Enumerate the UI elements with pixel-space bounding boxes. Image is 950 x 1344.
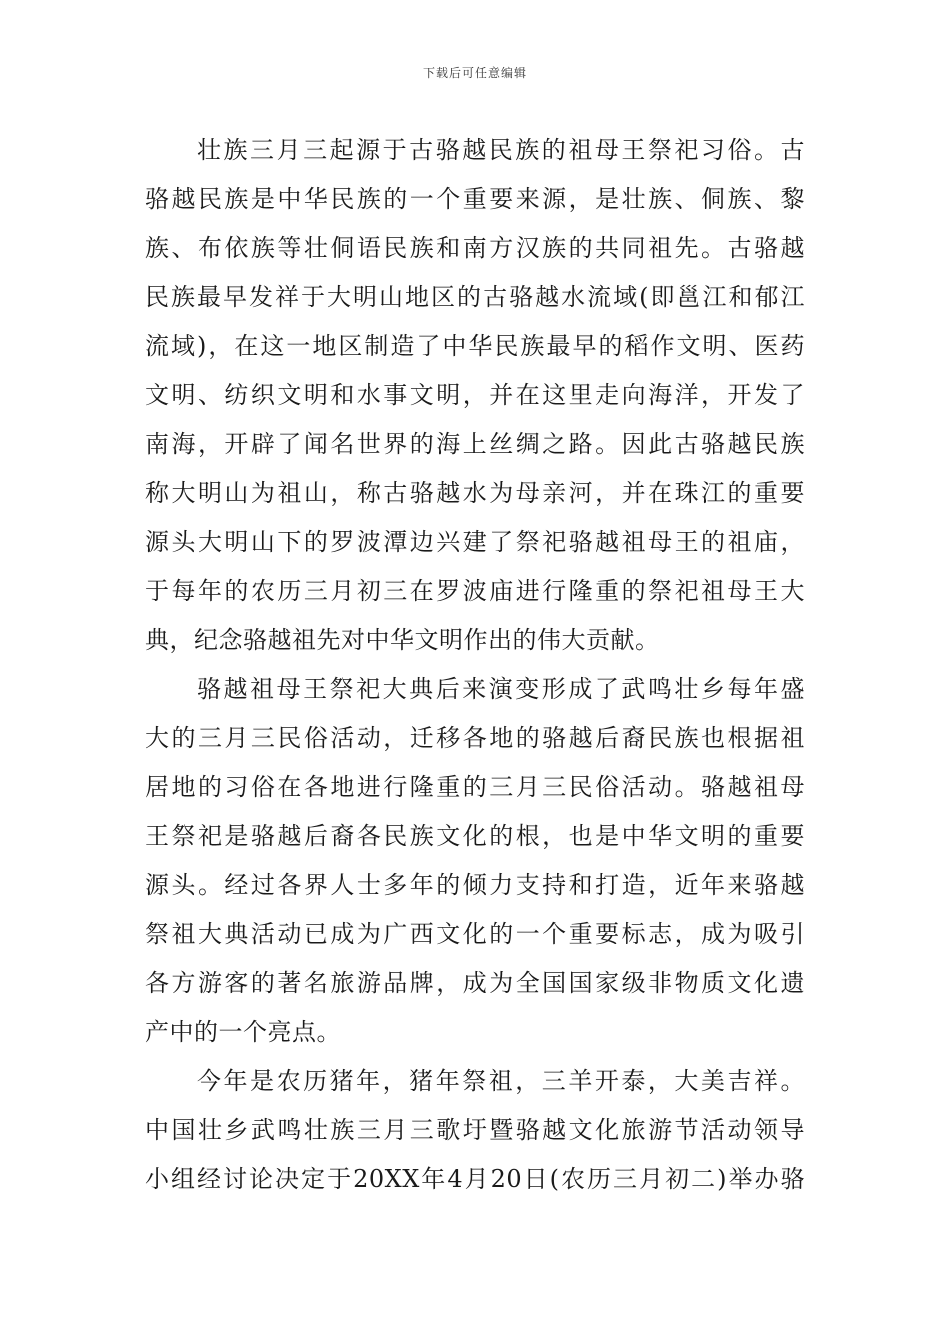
paragraph-line: 壮族三月三起源于古骆越民族的祖母王祭祀习俗。古 <box>197 136 805 164</box>
paragraph-line: 典，纪念骆越祖先对中华文明作出的伟大贡献。 <box>145 626 660 654</box>
paragraph-line: 祭祖大典活动已成为广西文化的一个重要标志，成为吸引 <box>145 920 805 948</box>
page-header: 下载后可任意编辑 <box>422 66 527 80</box>
paragraph-1 <box>145 126 805 665</box>
paragraph-line: 文明、纺织文明和水事文明，并在这里走向海洋，开发了 <box>145 381 805 409</box>
paragraph-line: 居地的习俗在各地进行隆重的三月三民俗活动。骆越祖母 <box>145 773 805 801</box>
paragraph-3 <box>145 1057 805 1204</box>
paragraph-line: 各方游客的著名旅游品牌，成为全国国家级非物质文化遗 <box>145 969 805 997</box>
paragraph-line: 骆越民族是中华民族的一个重要来源，是壮族、侗族、黎 <box>145 185 805 213</box>
paragraph-line: 流域)，在这一地区制造了中华民族最早的稻作文明、医药 <box>145 332 805 360</box>
paragraph-2 <box>145 665 805 1057</box>
paragraph-line: 于每年的农历三月初三在罗波庙进行隆重的祭祀祖母王大 <box>145 577 805 605</box>
paragraph-line: 骆越祖母王祭祀大典后来演变形成了武鸣壮乡每年盛 <box>197 675 805 703</box>
paragraph-line: 中国壮乡武鸣壮族三月三歌圩暨骆越文化旅游节活动领导 <box>145 1116 805 1144</box>
paragraph-line: 小组经讨论决定于20XX年4月20日(农历三月初二)举办骆 <box>145 1165 805 1193</box>
paragraph-line: 民族最早发祥于大明山地区的古骆越水流域(即邕江和郁江 <box>145 283 805 311</box>
paragraph-line: 王祭祀是骆越后裔各民族文化的根，也是中华文明的重要 <box>145 822 805 850</box>
paragraph-line: 源头。经过各界人士多年的倾力支持和打造，近年来骆越 <box>145 871 805 899</box>
paragraph-line: 今年是农历猪年，猪年祭祖，三羊开泰，大美吉祥。 <box>197 1067 805 1095</box>
paragraph-line: 产中的一个亮点。 <box>145 1018 341 1046</box>
paragraph-line: 称大明山为祖山，称古骆越水为母亲河，并在珠江的重要 <box>145 479 805 507</box>
paragraph-line: 南海，开辟了闻名世界的海上丝绸之路。因此古骆越民族 <box>145 430 805 458</box>
document-body <box>145 126 805 1204</box>
paragraph-line: 大的三月三民俗活动，迁移各地的骆越后裔民族也根据祖 <box>145 724 805 752</box>
paragraph-line: 源头大明山下的罗波潭边兴建了祭祀骆越祖母王的祖庙， <box>145 528 805 556</box>
paragraph-line: 族、布依族等壮侗语民族和南方汉族的共同祖先。古骆越 <box>145 234 805 262</box>
